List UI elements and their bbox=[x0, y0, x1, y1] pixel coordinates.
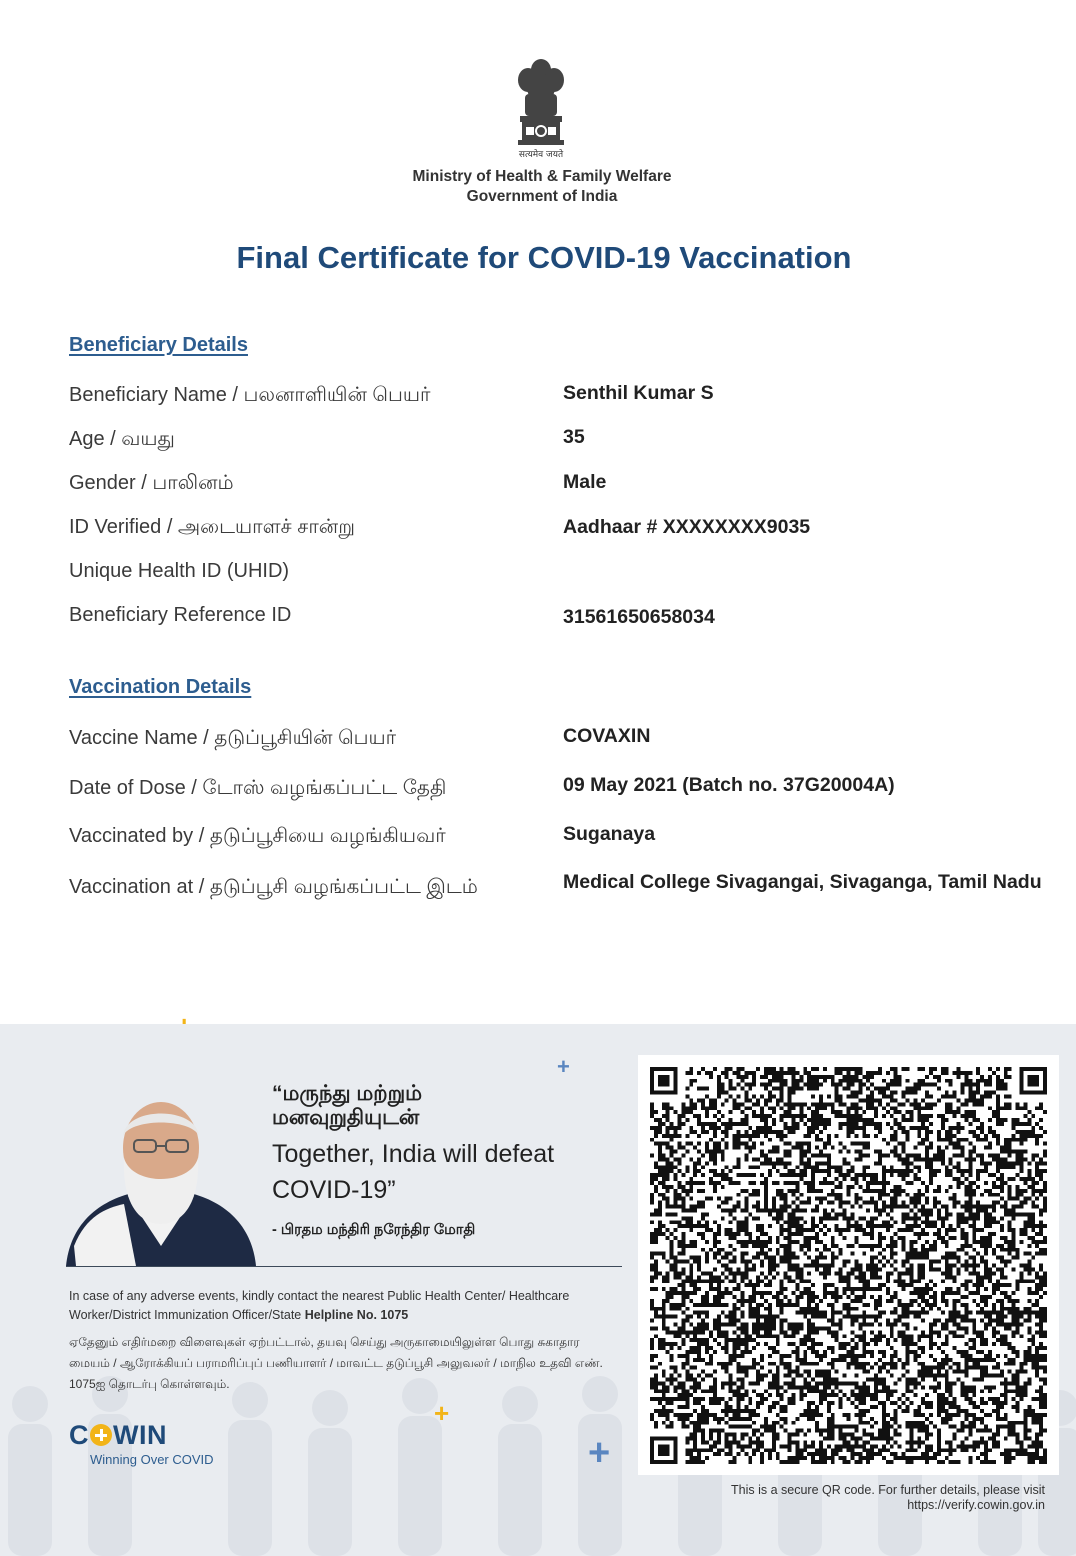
prime-minister-photo-icon bbox=[66, 1096, 256, 1266]
dose-date-label: Date of Dose / டோஸ் வழங்கப்பட்ட தேதி bbox=[69, 777, 447, 799]
helpline-number: Helpline No. 1075 bbox=[304, 1308, 409, 1322]
cowin-tagline: Winning Over COVID bbox=[90, 1452, 214, 1467]
cowin-logo bbox=[69, 1420, 167, 1451]
age-label: Age / வயது bbox=[69, 428, 175, 450]
id-verified-label: ID Verified / அடையாளச் சான்று bbox=[69, 516, 355, 538]
beneficiary-details-heading: Beneficiary Details bbox=[69, 334, 248, 356]
national-emblem-icon bbox=[508, 56, 574, 164]
qr-code-container bbox=[638, 1055, 1059, 1475]
emblem-caption: सत्यमेव जयते bbox=[518, 150, 564, 160]
cowin-logo-rest: WIN bbox=[113, 1420, 167, 1450]
quote-attribution: - பிரதம மந்திரி நரேந்திர மோதி bbox=[272, 1222, 476, 1238]
ministry-name: Ministry of Health & Family Welfare bbox=[412, 168, 672, 185]
divider bbox=[66, 1266, 622, 1267]
cowin-logo-c: C bbox=[69, 1420, 89, 1450]
cowin-plus-icon bbox=[90, 1424, 112, 1446]
qr-note-link: https://verify.cowin.gov.in bbox=[907, 1498, 1045, 1512]
adverse-events-tamil: ஏதேனும் எதிர்மறை விளைவுகள் ஏற்பட்டால், தயவு செய்து அருகாமையிலுள்ள பொது சுகாதார மையம் / ஆரோக்கியப் பராமரிப்புப் பணியாளர் / மாவட்ட தடுப்பூசி அலுவலர் / மாநில உதவி எண். 1075ஐ தொடர்பு கொள்ளவும். bbox=[69, 1335, 603, 1391]
age-value: 35 bbox=[563, 426, 585, 448]
id-verified-value: Aadhaar # XXXXXXXX9035 bbox=[563, 516, 811, 538]
certificate-title: Final Certificate for COVID-19 Vaccination bbox=[236, 240, 852, 275]
vaccinated-by-value: Suganaya bbox=[563, 823, 656, 845]
reference-id-label: Beneficiary Reference ID bbox=[69, 604, 292, 626]
qr-code-icon bbox=[650, 1067, 1047, 1464]
beneficiary-name-label: Beneficiary Name / பலனாளியின் பெயர் bbox=[69, 384, 431, 406]
vaccine-name-value: COVAXIN bbox=[563, 725, 651, 747]
vaccination-details-heading: Vaccination Details bbox=[69, 676, 252, 698]
vaccination-at-value: Medical College Sivagangai, Sivaganga, Tamil Nadu bbox=[563, 871, 1042, 893]
vaccinated-by-label: Vaccinated by / தடுப்பூசியை வழங்கியவர் bbox=[69, 825, 446, 847]
reference-id-value: 31561650658034 bbox=[563, 606, 715, 628]
gender-value: Male bbox=[563, 471, 607, 493]
plus-decoration-icon: + bbox=[434, 1398, 450, 1428]
vaccine-name-label: Vaccine Name / தடுப்பூசியின் பெயர் bbox=[69, 727, 397, 749]
quote-tamil: “மருந்து மற்றும் மனவுறுதியுடன் bbox=[272, 1082, 423, 1129]
uhid-label: Unique Health ID (UHID) bbox=[69, 560, 290, 582]
qr-code-note bbox=[731, 1483, 1045, 1513]
government-name: Government of India bbox=[466, 188, 618, 205]
plus-decoration-icon: + bbox=[557, 1054, 570, 1079]
plus-decoration-icon: + bbox=[588, 1432, 611, 1474]
vaccination-at-label: Vaccination at / தடுப்பூசி வழங்கப்பட்ட இடம் bbox=[69, 876, 478, 898]
beneficiary-name-value: Senthil Kumar S bbox=[563, 382, 714, 404]
adverse-events-english bbox=[69, 1287, 609, 1325]
qr-note-line1: This is a secure QR code. For further details, please visit bbox=[730, 1483, 1045, 1497]
gender-label: Gender / பாலினம் bbox=[69, 472, 234, 494]
quote-english: Together, India will defeat COVID-19” bbox=[272, 1140, 555, 1204]
adverse-events-text: In case of any adverse events, kindly contact the nearest Public Health Center/ Healthcare Worker/District Immunization Officer/State bbox=[69, 1289, 570, 1322]
dose-date-value: 09 May 2021 (Batch no. 37G20004A) bbox=[563, 774, 895, 796]
